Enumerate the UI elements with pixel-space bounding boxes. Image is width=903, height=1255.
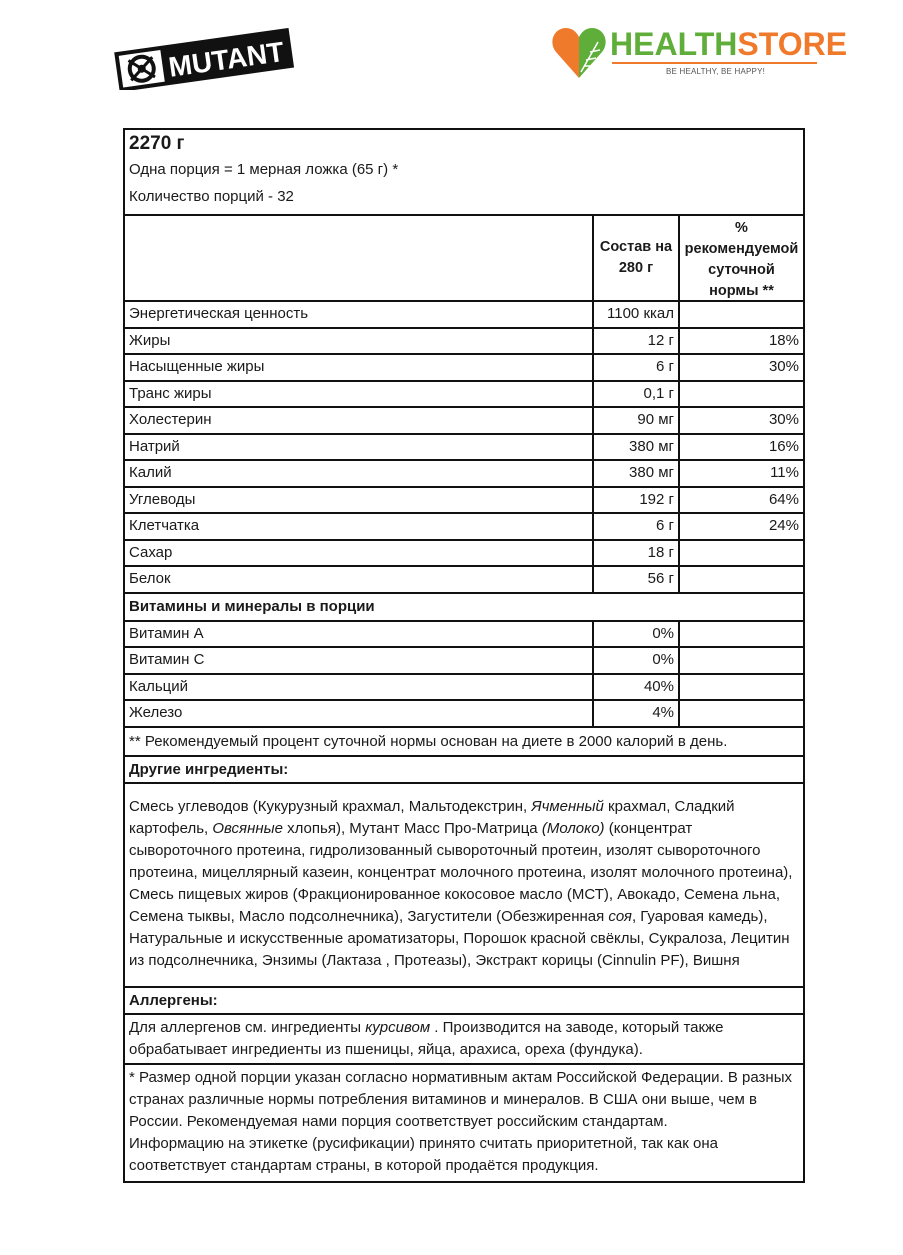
footnote-row [125, 1063, 803, 1181]
nutrient-dv: 30% [678, 408, 803, 433]
nutrient-amount: 4% [592, 701, 678, 726]
footnote-line-1: * Размер одной порции указан согласно нормативным актам Российской Федерации. В разных странах различные нормы потребления витаминов и минералов. В США они выше, чем в России. Рекомендуемая нами порция соответствует российским стандартам. [129, 1068, 792, 1130]
footnote-line-2: Информацию на этикетке (русификации) принято считать приоритетной, так как она соответствует стандартам страны, в которой продаётся продукция. [129, 1134, 718, 1174]
nutrient-row [125, 459, 803, 486]
header-amount: Состав на 280 г [592, 216, 678, 300]
nutrient-amount: 18 г [592, 541, 678, 566]
allergens-title-row [125, 986, 803, 1013]
biohazard-icon [112, 28, 297, 90]
other-ingredients-title-row [125, 755, 803, 782]
net-weight: 2270 г [129, 133, 185, 154]
nutrient-name: Насыщенные жиры [129, 358, 265, 375]
header-dv-l3: суточной [708, 262, 775, 278]
nutrient-name: Клетчатка [129, 517, 200, 534]
allergens-row [125, 1013, 803, 1063]
nutrient-dv: 18% [678, 329, 803, 354]
vitamin-row [125, 646, 803, 673]
nutrient-name: Натрий [129, 437, 180, 455]
vitamin-row [125, 699, 803, 726]
nutrient-row [125, 486, 803, 513]
heart-leaf-icon [548, 22, 610, 82]
nutrient-name: Витамин А [129, 624, 204, 642]
nutrient-name: Сахар [129, 543, 173, 561]
nutrient-name: Жиры [129, 331, 171, 349]
other-ingredients-title: Другие ингредиенты: [129, 760, 289, 778]
nutrient-row [125, 406, 803, 433]
nutrient-name: Транс жиры [129, 384, 212, 402]
nutrient-dv [678, 567, 803, 592]
healthstore-logo [548, 22, 848, 82]
nutrient-amount: 1100 ккал [592, 302, 678, 327]
nutrient-dv [678, 541, 803, 566]
nutrient-row [125, 380, 803, 407]
header-dv-l1: % [735, 220, 748, 236]
label-header [125, 130, 803, 214]
nutrient-name: Белок [129, 570, 171, 587]
header-dv [678, 216, 803, 300]
nutrient-amount: 56 г [592, 567, 678, 592]
nutrient-amount: 192 г [592, 488, 678, 513]
vitamin-row [125, 620, 803, 647]
vitamins-table [125, 620, 803, 726]
nutrient-dv [678, 648, 803, 673]
table-header [125, 214, 803, 300]
vitamin-row [125, 673, 803, 700]
nutrient-row [125, 539, 803, 566]
nutrients-table [125, 300, 803, 592]
nutrient-row [125, 512, 803, 539]
nutrient-amount: 6 г [592, 514, 678, 539]
header-dv-l4: нормы ** [709, 283, 774, 299]
nutrient-name: Холестерин [129, 411, 212, 428]
nutrient-row [125, 353, 803, 380]
nutrient-row [125, 433, 803, 460]
ingredients-row [125, 782, 803, 986]
nutrient-dv: 16% [678, 435, 803, 460]
nutrient-row [125, 300, 803, 327]
nutrient-dv: 24% [678, 514, 803, 539]
nutrient-name: Железо [129, 704, 183, 721]
nutrient-name: Калий [129, 464, 172, 481]
nutrient-amount: 380 мг [592, 435, 678, 460]
nutrient-amount: 12 г [592, 329, 678, 354]
nutrient-amount: 0,1 г [592, 382, 678, 407]
brand-tagline: BE HEALTHY, BE HAPPY! [666, 67, 766, 76]
header-empty [125, 216, 592, 300]
vitamins-title: Витамины и минералы в порции [129, 597, 375, 615]
nutrient-amount: 40% [592, 675, 678, 700]
nutrient-row [125, 565, 803, 592]
nutrient-amount: 380 мг [592, 461, 678, 486]
serving-size: Одна порция = 1 мерная ложка (65 г) * [129, 161, 399, 178]
nutrient-dv: 64% [678, 488, 803, 513]
nutrient-row [125, 327, 803, 354]
nutrient-name: Энергетическая ценность [129, 305, 309, 322]
nutrient-dv [678, 701, 803, 726]
nutrient-amount: 6 г [592, 355, 678, 380]
nutrient-dv [678, 382, 803, 407]
mutant-logo [112, 28, 297, 90]
nutrient-dv [678, 302, 803, 327]
dv-note-row [125, 726, 803, 755]
dv-note: ** Рекомендуемый процент суточной нормы основан на диете в 2000 калорий в день. [129, 732, 728, 750]
nutrient-amount: 0% [592, 622, 678, 647]
footnote-text [125, 1065, 803, 1181]
ingredients-text: Смесь углеводов (Кукурузный крахмал, Мальтодекстрин, Ячменный крахмал, Сладкий картофель, Овсянные хлопья), Мутант Масс Про-Матрица (Молоко) (концентрат сывороточного протеина, гидролизованный сывороточный протеин, изолят сывороточного протеина, мицеллярный казеин, концентрат молочного протеина, изолят молочного протеина), Смесь пищевых жиров (Фракционированное кокосовое масло (МСТ), Авокадо, Семена льна, Семена тыквы, Масло подсолнечника), Загустители (Обезжиренная соя, Гуаровая камедь), Натуральные и искусственные ароматизаторы, Порошок красной свёклы, Сукралоза, Лецитин из подсолнечника, Энзимы (Лактаза , Протеазы), Экстракт корицы (Cinnulin PF), Вишня [129, 797, 793, 969]
svg-text:MUTANT: MUTANT [166, 35, 286, 83]
brand-name: HEALTHSTORE [610, 26, 848, 62]
nutrient-dv [678, 622, 803, 647]
nutrient-dv [678, 675, 803, 700]
nutrient-dv: 30% [678, 355, 803, 380]
servings-count: Количество порций - 32 [129, 188, 294, 205]
brand-underline [612, 62, 817, 64]
nutrient-amount: 90 мг [592, 408, 678, 433]
header-dv-l2: рекомендуемой [684, 241, 799, 257]
nutrient-dv: 11% [678, 461, 803, 486]
nutrient-name: Кальций [129, 677, 188, 695]
nutrient-amount: 0% [592, 648, 678, 673]
allergens-title: Аллергены: [129, 991, 218, 1009]
nutrient-name: Витамин С [129, 651, 205, 668]
vitamins-title-row [125, 592, 803, 620]
nutrient-name: Углеводы [129, 490, 196, 508]
allergens-text: Для аллергенов см. ингредиенты курсивом . Производится на заводе, который также обрабатывает ингредиенты из пшеницы, яйца, арахиса, ореха (фундука). [129, 1018, 724, 1058]
nutrition-label [123, 128, 805, 1183]
